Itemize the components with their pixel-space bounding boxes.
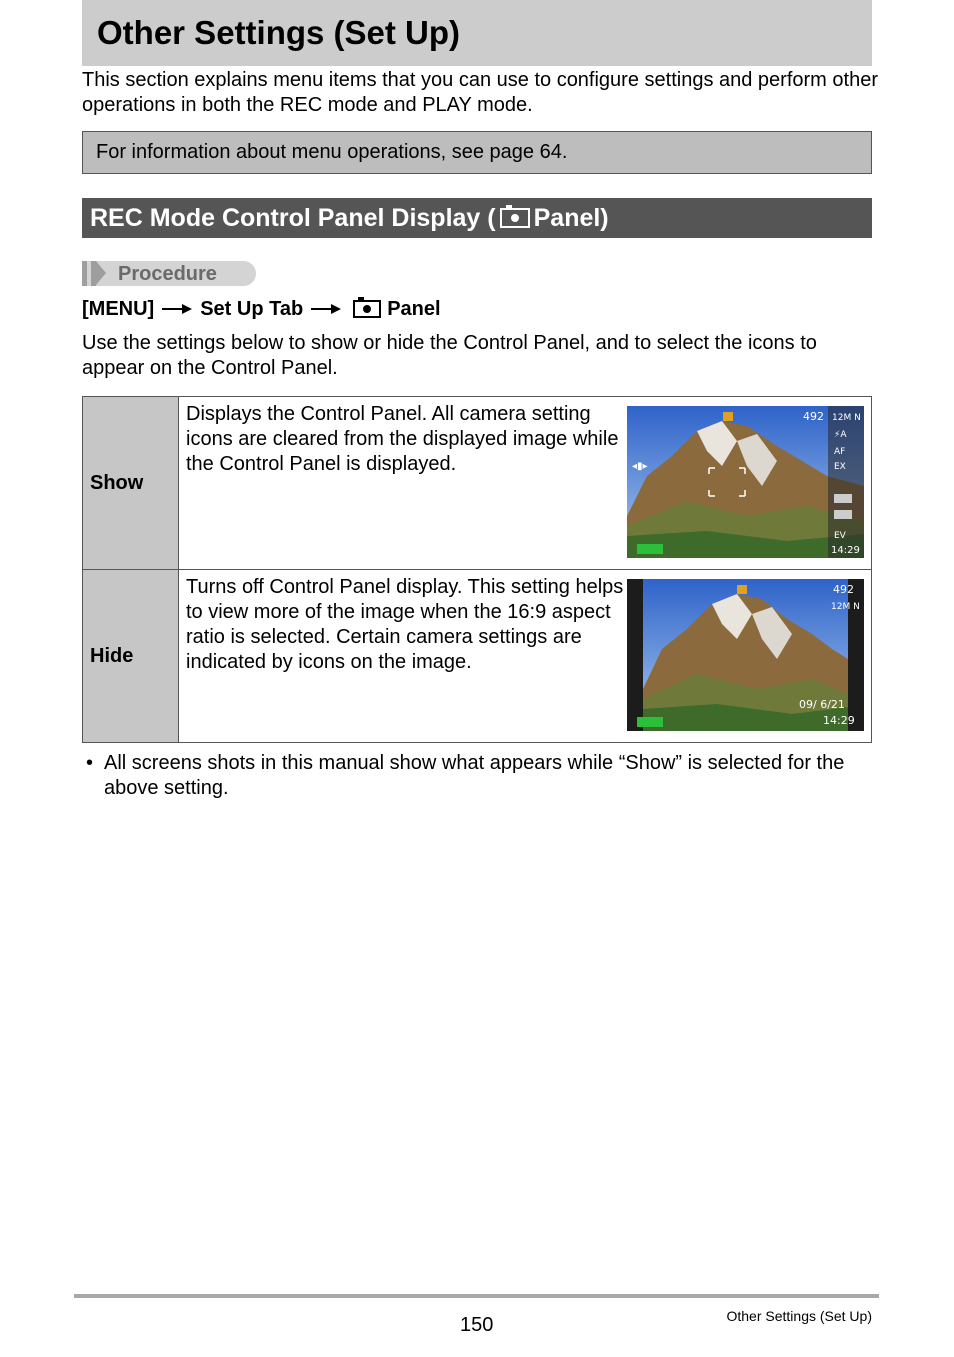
svg-text:⚡A: ⚡A: [834, 430, 847, 440]
svg-text:09/ 6/21: 09/ 6/21: [799, 698, 845, 711]
setting-label: Hide: [83, 570, 179, 743]
note-box: [82, 131, 872, 174]
procedure-label: Procedure: [118, 263, 217, 285]
footer-section-name: Other Settings (Set Up): [726, 1308, 872, 1324]
screenshot-show: [627, 406, 864, 558]
section-title-end: Panel): [533, 204, 609, 232]
section-header: [82, 198, 872, 238]
menu-path: [82, 296, 441, 322]
svg-text:12M N: 12M N: [831, 602, 860, 612]
settings-table: [82, 396, 872, 743]
menu-path-setup-tab: Set Up Tab: [200, 298, 304, 320]
setting-description: Displays the Control Panel. All camera setting icons are cleared from the displayed image while the Control Panel is displayed.: [186, 403, 619, 475]
menu-path-menu: [MENU]: [82, 298, 155, 320]
procedure-tag: [82, 261, 256, 286]
title-bar: [82, 0, 872, 66]
setting-description: Turns off Control Panel display. This setting helps to view more of the image when the 16:9 aspect ratio is selected. Certain camera settings are indicated by icons on the image.: [186, 576, 624, 673]
description-paragraph: Use the settings below to show or hide the Control Panel, and to select the icons to appear on the Control Panel.: [82, 332, 817, 379]
svg-text:492: 492: [833, 583, 854, 596]
bullet-note: [82, 751, 872, 801]
camera-icon: [353, 300, 381, 318]
note-text: For information about menu operations, see page 64.: [96, 141, 568, 163]
svg-text:12M N: 12M N: [832, 413, 861, 423]
shots-remaining: 492: [803, 410, 824, 423]
intro-paragraph: This section explains menu items that you can use to configure settings and perform other operations in both the REC mode and PLAY mode.: [82, 69, 878, 116]
table-row: [83, 397, 872, 570]
svg-text:EX: EX: [834, 462, 846, 472]
menu-path-panel: Panel: [387, 298, 441, 320]
svg-text:14:29: 14:29: [823, 714, 855, 727]
arrow-right-icon: [309, 303, 343, 315]
table-row: [83, 570, 872, 743]
svg-text:AF: AF: [834, 447, 846, 457]
svg-text:◂▮▸: ◂▮▸: [632, 461, 648, 472]
setting-label: Show: [83, 397, 179, 570]
svg-text:EV: EV: [834, 531, 846, 541]
arrow-right-icon: [160, 303, 194, 315]
section-title-start: REC Mode Control Panel Display (: [90, 204, 496, 232]
footer-divider: [74, 1294, 879, 1298]
section-title: [90, 203, 609, 233]
bullet-text: All screens shots in this manual show what appears while “Show” is selected for the above setting.: [104, 752, 845, 799]
screenshot-hide: [627, 579, 864, 731]
page-title: Other Settings (Set Up): [97, 14, 461, 51]
page-number: 150: [460, 1314, 494, 1336]
camera-icon: [500, 208, 530, 228]
bullet-icon: •: [86, 752, 94, 774]
svg-text:14:29: 14:29: [831, 545, 860, 556]
